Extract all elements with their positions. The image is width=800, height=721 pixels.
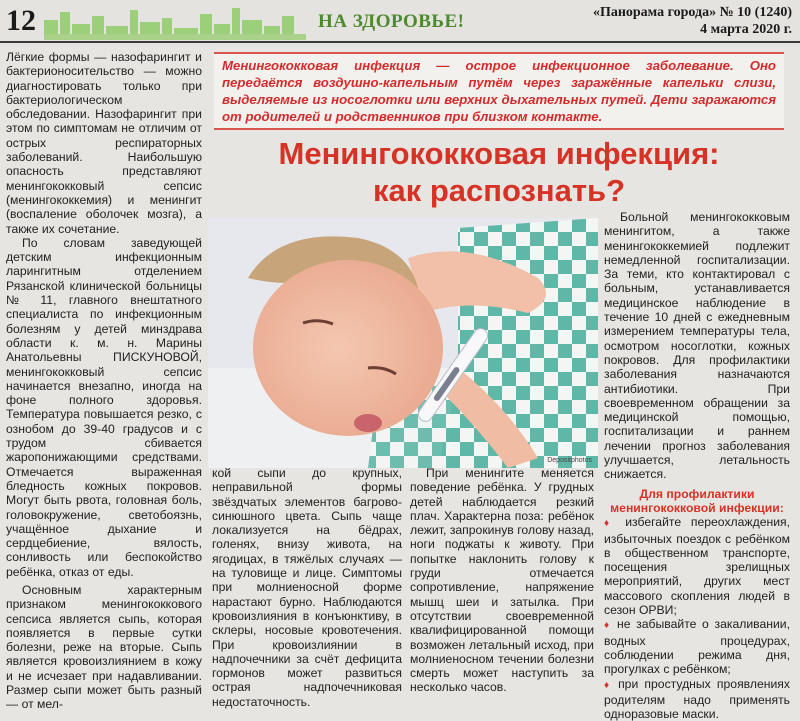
lead-box bbox=[214, 52, 784, 130]
paragraph: Лёгкие формы — назофарингит и бактерионосительство — можно диагностировать только при бактериологическом обследовании. Назофарингит при этом по симптомам не отличим от острых респираторных заболеваний. Наибольшую опасность представляют менингококковый сепсис (менингококкемия) и менингит (воспаление оболочек мозга), а также их сочетание. bbox=[6, 50, 202, 236]
column-4 bbox=[604, 210, 790, 721]
bullet-icon: ♦ bbox=[604, 680, 612, 691]
tip-text: избегайте переохлаждения, избыточных поездок с ребёнком в общественном транспорте, посещения зрелищных мероприятий, других мест массового скопления людей в сезон ОРВИ; bbox=[604, 515, 790, 617]
column-3 bbox=[410, 466, 594, 695]
page-number: 12 bbox=[6, 4, 36, 38]
section-title: НА ЗДОРОВЬЕ! bbox=[318, 11, 464, 33]
article-title bbox=[212, 135, 786, 209]
paragraph: Больной менингококковым менингитом, а также менингококкемией подлежит немедленной госпитализации. За теми, кто контактировал с больным, устанавливается медицинское наблюдение в течение 10 дней с ежедневным измерением температуры тела, осмотром носоглотки, кожных покровов. Для профилактики заболевания назначаются антибиотики. При своевременном обращении за медицинской помощью, госпитализации и раннем лечении прогноз заболевания улучшается, летальность снижается. bbox=[604, 210, 790, 482]
lead-text: Менингококковая инфекция — острое инфекционное заболевание. Оно передаётся воздушно-капельным путём через заражённые капельки слизи, выделяемые из носоглотки или верхних дыхательных путей. Дети заражаются от родителей и родственников при близком контакте. bbox=[214, 54, 784, 128]
photo-credit: Depositphotos bbox=[547, 457, 592, 464]
sick-child-illustration bbox=[208, 218, 598, 468]
issue-info bbox=[593, 4, 792, 38]
header-divider bbox=[0, 41, 800, 43]
tips-heading: Для профилактики менингококковой инфекции: bbox=[604, 487, 790, 516]
paragraph: По словам заведующей детским инфекционным ларингитным отделением Рязанской клинической больницы № 11, главного внештатного специалиста по инфекционным болезням у детей минздрава области к. м. н. Марины Анатольевны ПИСКУНОВОЙ, менингококковый сепсис начинается внезапно, иногда на фоне полного здоровья. Температура повышается резко, с ознобом до 39-40 градусов и с трудом сбивается жаропонижающими средствами. Отмечается выраженная бледность кожных покровов. Могут быть рвота, головная боль, головокружение, светобоязнь, учащённое дыхание и сердцебиение, вялость, сонливость или беспокойство ребёнка, отказ от еды. bbox=[6, 236, 202, 579]
header-stripe bbox=[44, 34, 306, 40]
article-photo bbox=[208, 218, 598, 468]
paragraph: При менингите меняется поведение ребёнка. У грудных детей наблюдается резкий плач. Характерна поза: ребёнок лежит, запрокинув голову назад, ноги поджаты к животу. При попытке наклонить голову к груди отмечается сопротивление, напряжение мышц шеи и затылка. При отсутствии своевременной квалифицированной помощи возможен летальный исход, при молниеносном течении болезни смерть может наступить за несколько часов. bbox=[410, 466, 594, 695]
title-line-1: Менингококковая инфекция: bbox=[212, 135, 786, 172]
column-2 bbox=[212, 466, 402, 709]
issue-number: «Панорама города» № 10 (1240) bbox=[593, 4, 792, 21]
tip-item bbox=[604, 677, 790, 721]
tip-text: не забывайте о закаливании, водных процедурах, соблюдении режима дня, прогулках с ребёнком; bbox=[604, 617, 790, 676]
page-header bbox=[0, 0, 800, 46]
paragraph: кой сыпи до крупных, неправильной формы звёздчатых элементов багрово-синюшного цвета. Сыпь чаще локализуется на бёдрах, голенях, внизу живота, на ягодицах, в тяжёлых случаях — на туловище и лице. Симптомы при молниеносной форме нарастают бурно. Наблюдаются кровоизлияния в конъюнктиву, в склеры, носовые кровотечения. При кровоизлиянии в надпочечники за счёт дефицита гормонов может развиться острая надпочечниковая недостаточность. bbox=[212, 466, 402, 709]
issue-date: 4 марта 2020 г. bbox=[593, 21, 792, 38]
bullet-icon: ♦ bbox=[604, 620, 611, 631]
column-1 bbox=[6, 50, 202, 712]
paragraph: Основным характерным признаком менингококкового сепсиса является сыпь, которая появляется в первые сутки болезни, реже на вторые. Сыпь является кровоизлиянием в кожу и не исчезает при надавливании. Размер сыпи может быть разный — от мел- bbox=[6, 583, 202, 712]
tip-text: при простудных проявлениях родителям надо применять одноразовые маски. bbox=[604, 677, 790, 721]
tip-item bbox=[604, 515, 790, 617]
tip-item bbox=[604, 617, 790, 676]
title-line-2: как распознать? bbox=[212, 172, 786, 209]
bullet-icon: ♦ bbox=[604, 518, 615, 529]
